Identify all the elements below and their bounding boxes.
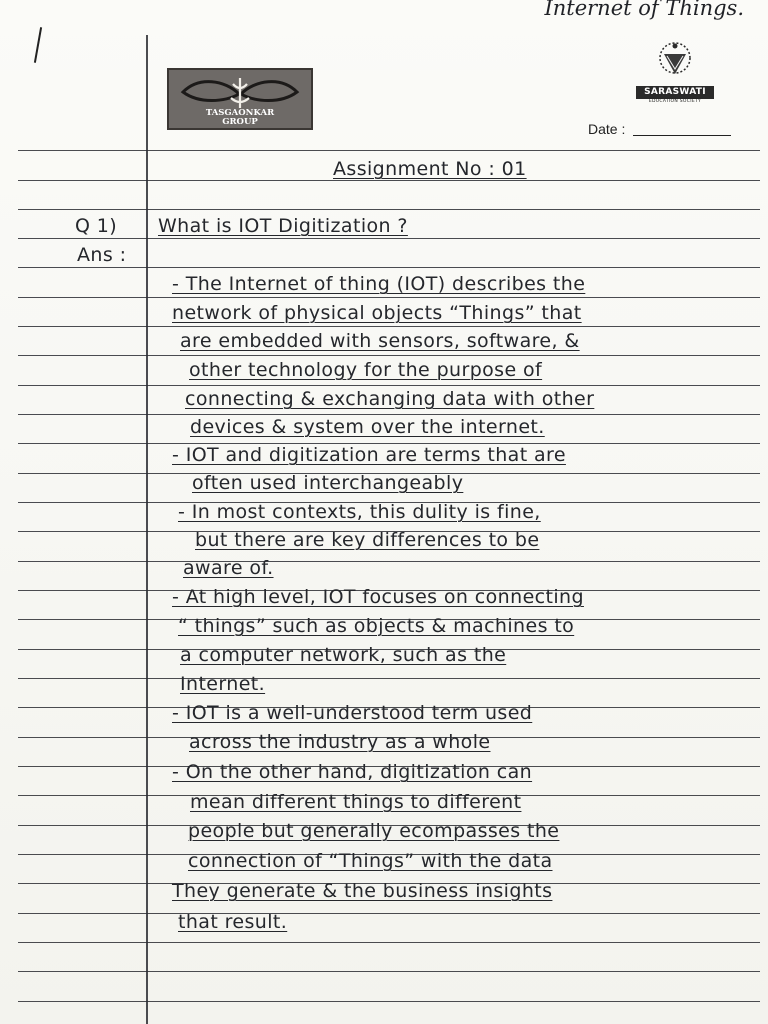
assignment-title: Assignment No : 01 — [333, 158, 527, 180]
question-text: What is IOT Digitization ? — [158, 215, 408, 237]
ruled-line — [18, 326, 760, 327]
answer-line: aware of. — [183, 557, 274, 579]
answer-line: a computer network, such as the — [180, 644, 507, 666]
question-label: Q 1) — [75, 215, 118, 237]
ruled-line — [18, 942, 760, 943]
answer-line: devices & system over the internet. — [190, 416, 545, 438]
ruled-line — [18, 971, 760, 972]
answer-line: connecting & exchanging data with other — [185, 388, 595, 410]
answer-line: that result. — [178, 911, 288, 933]
logo-text-line-2: GROUP — [222, 117, 258, 127]
answer-line: mean different things to different — [190, 791, 522, 813]
answer-line: They generate & the business insights — [172, 880, 553, 902]
ruled-line — [18, 561, 760, 562]
ruled-line — [18, 678, 760, 679]
answer-line: “ things” such as objects & machines to — [178, 615, 575, 637]
tasgaonkar-group-logo — [167, 68, 313, 130]
ruled-line — [18, 385, 760, 386]
answer-line: Internet. — [180, 673, 266, 695]
ruled-line — [18, 150, 760, 151]
subject-title: Internet of Things. — [544, 0, 744, 20]
seal-name: SARASWATI — [636, 86, 714, 99]
ruled-line — [18, 209, 760, 210]
date-label: Date : — [588, 121, 626, 137]
answer-line: people but generally ecompasses the — [188, 820, 560, 842]
answer-line: - The Internet of thing (IOT) describes the — [172, 273, 586, 295]
ruled-line — [18, 238, 760, 239]
answer-line: - On the other hand, digitization can — [172, 761, 533, 783]
ruled-line — [18, 1001, 760, 1002]
ruled-line — [18, 355, 760, 356]
answer-line: connection of “Things” with the data — [188, 850, 553, 872]
answer-line: network of physical objects “Things” that — [172, 302, 582, 324]
answer-line: are embedded with sensors, software, & — [180, 330, 580, 352]
answer-line: other technology for the purpose of — [189, 359, 543, 381]
margin-line — [146, 35, 148, 1024]
answer-line: - At high level, IOT focuses on connecting — [172, 586, 584, 608]
answer-label: Ans : — [77, 244, 127, 266]
ruled-line — [18, 414, 760, 415]
date-blank — [633, 135, 731, 136]
answer-line: across the industry as a whole — [189, 731, 491, 753]
answer-line: - IOT is a well-understood term used — [172, 702, 533, 724]
answer-line: - In most contexts, this dulity is fine, — [178, 501, 541, 523]
ruled-line — [18, 180, 760, 181]
answer-line: but there are key differences to be — [195, 529, 540, 551]
answer-line: often used interchangeably — [192, 472, 464, 494]
answer-line: - IOT and digitization are terms that are — [172, 444, 566, 466]
logo-text-line-1: TASGAONKAR — [205, 108, 275, 118]
seal-subtitle: EDUCATION SOCIETY — [648, 99, 702, 104]
ruled-line — [18, 913, 760, 914]
ruled-line — [18, 267, 760, 268]
logo-emblem-icon — [169, 72, 311, 112]
ruled-line — [18, 297, 760, 298]
date-field — [588, 121, 731, 137]
tick-mark — [34, 27, 42, 63]
